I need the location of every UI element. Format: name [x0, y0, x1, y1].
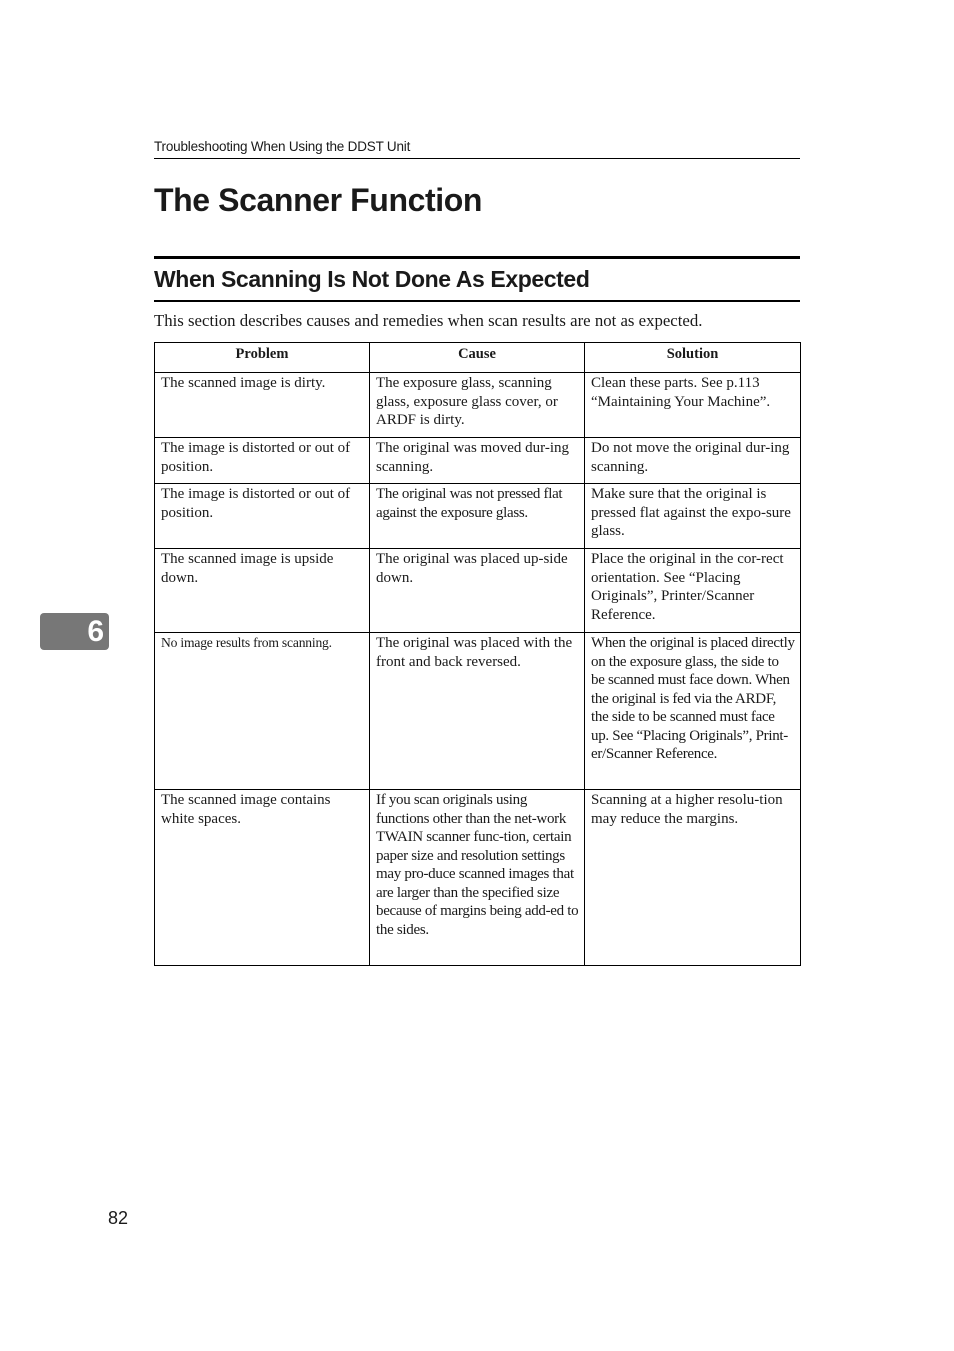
table-row [155, 633, 801, 790]
cause-cell: If you scan originals using functions other than the net-work TWAIN scanner func-tion, certain paper size and resolution settings may pro-duce scanned images that are larger than the specified size because of margins being add-ed to the sides. [370, 790, 585, 966]
section-rule-bottom [154, 300, 800, 302]
solution-cell: Clean these parts. See p.113 “Maintaining Your Machine”. [585, 373, 801, 438]
cause-cell: The original was placed with the front and back reversed. [370, 633, 585, 790]
page-number: 82 [108, 1208, 129, 1228]
column-header-problem: Problem [155, 343, 370, 373]
problem-cell: The scanned image contains white spaces. [155, 790, 370, 966]
running-header: Troubleshooting When Using the DDST Unit [154, 138, 800, 159]
problem-cell: No image results from scanning. [155, 633, 370, 790]
solution-cell: Scanning at a higher resolu-tion may reduce the margins. [585, 790, 801, 966]
solution-cell: Make sure that the original is pressed flat against the expo-sure glass. [585, 484, 801, 549]
solution-cell: Place the original in the cor-rect orientation. See “Placing Originals”, Printer/Scanner Reference. [585, 549, 801, 633]
chapter-number: 6 [87, 615, 104, 648]
intro-paragraph: This section describes causes and remedies when scan results are not as expected. [154, 311, 703, 330]
cause-cell: The exposure glass, scanning glass, exposure glass cover, or ARDF is dirty. [370, 373, 585, 438]
table-row [155, 549, 801, 633]
section-title: When Scanning Is Not Done As Expected [154, 266, 590, 292]
table-header-row [155, 343, 801, 373]
solution-cell: When the original is placed directly on the exposure glass, the side to be scanned must face down. When the original is fed via the ARDF, the side to be scanned must face up. See “Placing Originals”, Print-er/Scanner Reference. [585, 633, 801, 790]
problem-cell: The scanned image is dirty. [155, 373, 370, 438]
cause-cell: The original was placed up-side down. [370, 549, 585, 633]
table-row [155, 373, 801, 438]
column-header-solution: Solution [585, 343, 801, 373]
column-header-cause: Cause [370, 343, 585, 373]
section-rule-top [154, 256, 800, 259]
problem-cell: The image is distorted or out of position. [155, 438, 370, 484]
problem-cell: The scanned image is upside down. [155, 549, 370, 633]
table-row [155, 484, 801, 549]
cause-cell: The original was not pressed flat against the exposure glass. [370, 484, 585, 549]
cause-cell: The original was moved dur-ing scanning. [370, 438, 585, 484]
chapter-tab [40, 613, 109, 650]
table-row [155, 438, 801, 484]
solution-cell: Do not move the original dur-ing scanning. [585, 438, 801, 484]
problem-cell: The image is distorted or out of position. [155, 484, 370, 549]
table-row [155, 790, 801, 966]
page-title: The Scanner Function [154, 182, 483, 218]
troubleshooting-table [154, 342, 801, 966]
